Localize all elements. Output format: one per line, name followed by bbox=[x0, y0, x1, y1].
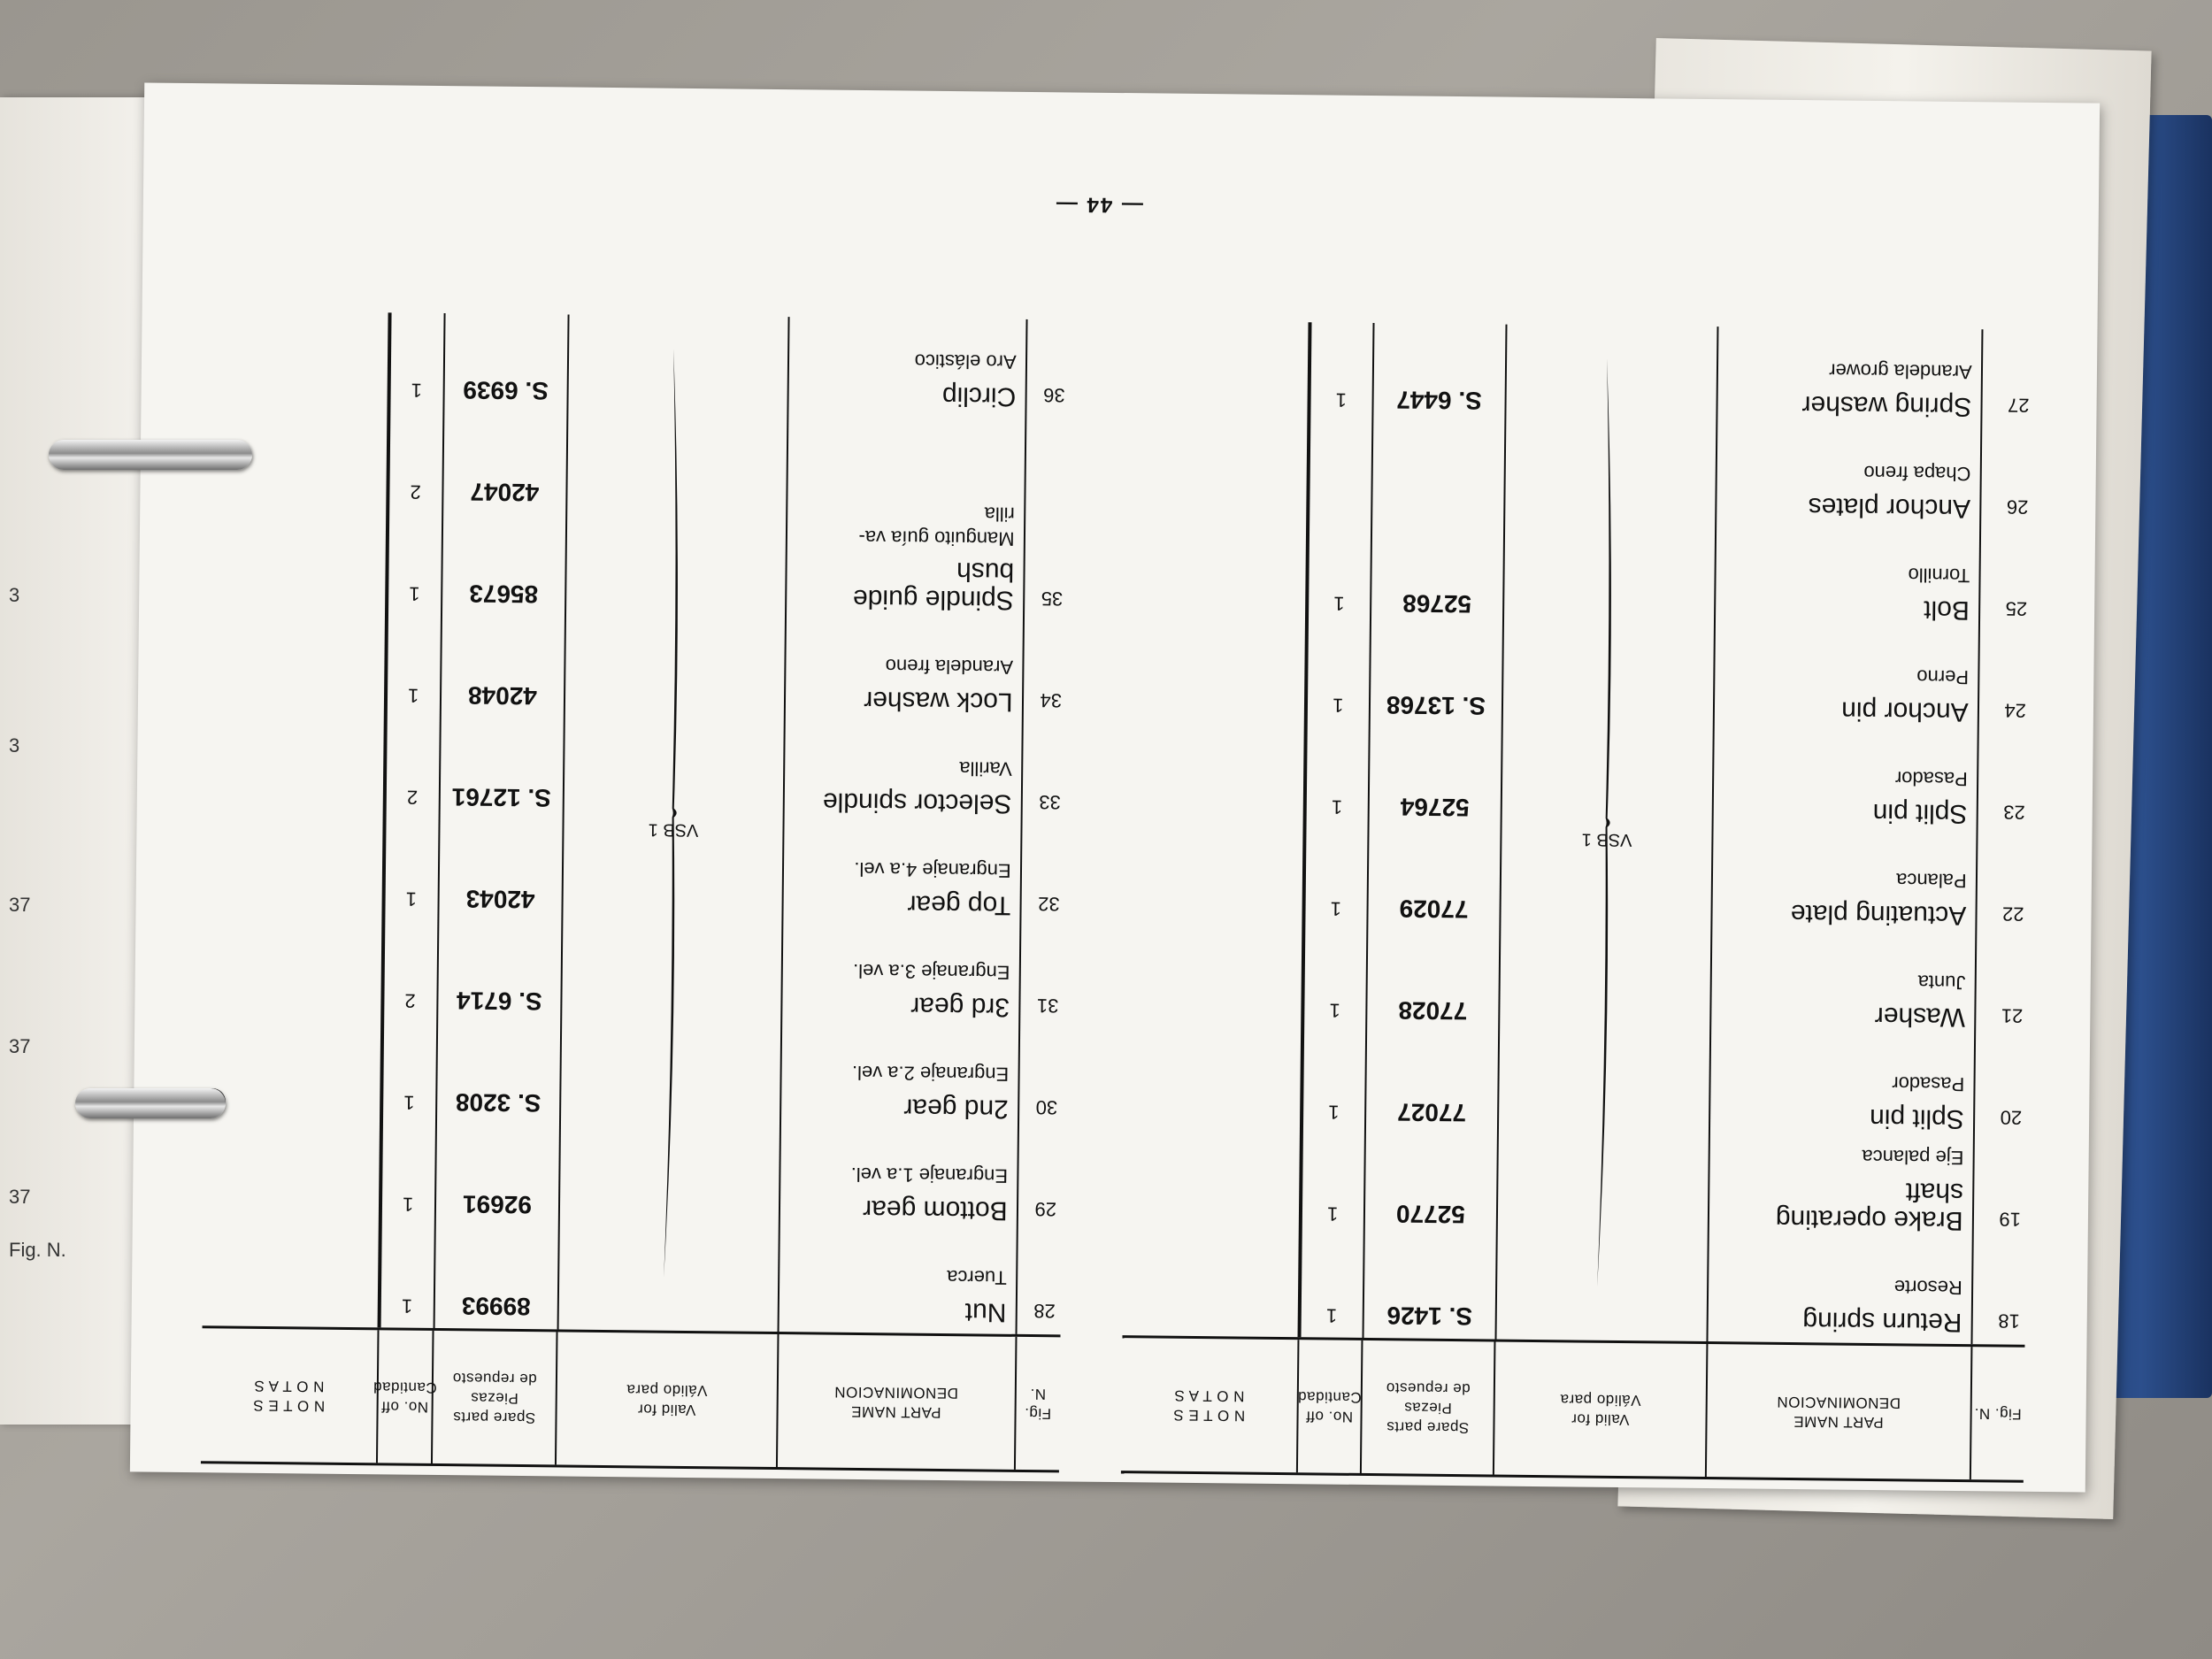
header-valid-for: Valid for Válido para bbox=[555, 1332, 777, 1467]
part-name-es: Eje palanca bbox=[1862, 1145, 1964, 1170]
left-page bbox=[0, 97, 150, 1425]
spare-part-number: S. 12761 bbox=[451, 783, 551, 812]
parts-table-left bbox=[1121, 320, 2036, 1483]
spare-part-number: 42047 bbox=[470, 478, 540, 507]
part-name-es: Tuerca bbox=[947, 1266, 1007, 1289]
part-name: Nut bbox=[964, 1297, 1007, 1327]
part-name-es: Varilla bbox=[959, 757, 1012, 780]
quantity: 1 bbox=[403, 1091, 415, 1114]
header-spare-parts: Spare parts Piezas de repuesto bbox=[431, 1331, 557, 1464]
header-notes: N O T E S N O T A S bbox=[252, 1377, 326, 1415]
spare-part-number: 77028 bbox=[1398, 996, 1468, 1025]
parts-table-right bbox=[201, 311, 1071, 1472]
spare-part-number: S. 13768 bbox=[1386, 691, 1486, 720]
part-name: 3rd gear bbox=[910, 991, 1010, 1022]
part-name-es: Chapa freno bbox=[1863, 461, 1971, 486]
part-name-es: Engranaje 3.a vel. bbox=[852, 959, 1010, 984]
header-valid-for: Valid for Válido para bbox=[1493, 1342, 1706, 1477]
left-page-snippet: 37 bbox=[9, 1186, 31, 1208]
part-name-es: Engranaje 2.a vel. bbox=[851, 1061, 1010, 1086]
header-spare-parts: Spare parts Piezas de repuesto bbox=[1360, 1340, 1494, 1475]
fig-number: 21 bbox=[2001, 1004, 2024, 1027]
valid-for-value: VSB 1 bbox=[648, 819, 699, 841]
part-name: Split pin bbox=[1872, 797, 1968, 829]
left-page-snippet: Fig. N. bbox=[9, 1239, 66, 1261]
table-body bbox=[203, 311, 1071, 1334]
spare-part-number: S. 6714 bbox=[456, 987, 542, 1016]
fig-number: 35 bbox=[1041, 588, 1064, 611]
part-name-es: Manguito guía va- bbox=[858, 526, 1015, 550]
part-name-es-line2: rilla bbox=[984, 503, 1015, 526]
quantity: 1 bbox=[1335, 388, 1348, 411]
fig-number: 26 bbox=[2006, 495, 2029, 518]
part-name-line2: shaft bbox=[1905, 1177, 1964, 1208]
col-notes bbox=[1123, 320, 1309, 1337]
fig-number: 28 bbox=[1033, 1300, 1056, 1323]
spare-part-number: 77029 bbox=[1399, 895, 1469, 924]
part-name: Actuating plate bbox=[1790, 899, 1967, 931]
fig-number: 31 bbox=[1036, 995, 1059, 1018]
part-name-es: Tornillo bbox=[1908, 564, 1970, 588]
part-name-line2: bush bbox=[956, 557, 1015, 587]
fig-number: 18 bbox=[1998, 1310, 2020, 1333]
quantity: 2 bbox=[406, 786, 419, 809]
fig-number: 36 bbox=[1043, 384, 1065, 407]
fig-number: 30 bbox=[1035, 1096, 1058, 1119]
fig-number: 19 bbox=[1999, 1208, 2022, 1231]
quantity: 2 bbox=[404, 989, 416, 1012]
fig-number: 25 bbox=[2005, 597, 2028, 620]
left-page-snippet: 3 bbox=[9, 734, 20, 757]
left-page-snippet: 37 bbox=[9, 1035, 31, 1057]
part-name-es: Pasador bbox=[1894, 767, 1968, 791]
table-body bbox=[1123, 320, 2036, 1345]
quantity: 1 bbox=[1328, 1101, 1340, 1124]
header-fig: Fig. N. bbox=[1969, 1347, 2024, 1480]
col-valid-for bbox=[1495, 325, 1717, 1341]
quantity bbox=[1310, 512, 1371, 513]
spare-part-number: S. 6447 bbox=[1396, 386, 1482, 415]
part-name-es: Aro elástico bbox=[914, 349, 1017, 373]
fig-number: 29 bbox=[1034, 1198, 1057, 1221]
col-fig bbox=[1970, 329, 2035, 1345]
part-name-es: Arandela freno bbox=[885, 655, 1014, 679]
part-name-es: Resorte bbox=[1893, 1276, 1962, 1300]
header-qty: No. off Cantidad bbox=[1296, 1340, 1362, 1473]
brace-mark bbox=[660, 349, 687, 1278]
col-part-name bbox=[1707, 326, 1981, 1344]
header-part-name: PART NAME DENOMINACION bbox=[775, 1334, 1015, 1470]
col-qty bbox=[1297, 322, 1372, 1338]
part-name: Anchor plates bbox=[1808, 492, 1971, 524]
spare-part-number bbox=[1372, 515, 1503, 517]
binder-ring bbox=[49, 440, 252, 470]
col-spare-parts bbox=[433, 313, 567, 1329]
spare-part-number: 42043 bbox=[465, 885, 535, 914]
spare-part-number: 89993 bbox=[461, 1292, 531, 1321]
fig-number: 22 bbox=[2001, 902, 2024, 926]
header-part-name: PART NAME DENOMINACION bbox=[1705, 1344, 1970, 1479]
fig-number: 24 bbox=[2004, 699, 2027, 722]
table-header bbox=[1121, 1335, 2025, 1480]
spare-part-number: 92691 bbox=[462, 1190, 533, 1219]
quantity: 1 bbox=[1330, 897, 1342, 920]
quantity: 1 bbox=[1333, 592, 1345, 615]
part-name: Circlip bbox=[941, 380, 1017, 411]
spare-part-number: 52764 bbox=[1400, 793, 1470, 822]
col-qty bbox=[377, 312, 443, 1328]
part-name: Split pin bbox=[1869, 1102, 1965, 1134]
header-notes: N O T E S N O T A S bbox=[1172, 1386, 1246, 1425]
part-name: Return spring bbox=[1802, 1306, 1962, 1338]
quantity: 1 bbox=[1326, 1202, 1339, 1225]
part-name: Selector spindle bbox=[822, 787, 1012, 818]
fig-number: 34 bbox=[1040, 689, 1063, 712]
part-name-es: Engranaje 4.a vel. bbox=[854, 857, 1011, 882]
col-valid-for bbox=[557, 314, 788, 1332]
header-fig: Fig. N. bbox=[1013, 1337, 1060, 1471]
spare-part-number: 42048 bbox=[467, 681, 538, 710]
spare-part-number: S. 6939 bbox=[463, 376, 549, 405]
quantity: 1 bbox=[405, 887, 418, 910]
quantity: 2 bbox=[410, 480, 421, 503]
table-header bbox=[201, 1325, 1061, 1470]
brace-mark bbox=[1594, 358, 1621, 1287]
quantity: 1 bbox=[1325, 1304, 1338, 1327]
part-name: Top gear bbox=[907, 889, 1011, 920]
part-name-es: Junta bbox=[1917, 971, 1966, 995]
spare-part-number: 77027 bbox=[1397, 1098, 1467, 1127]
part-name-es: Arandela grower bbox=[1829, 359, 1972, 384]
part-name: Washer bbox=[1874, 1002, 1966, 1033]
quantity: 1 bbox=[1331, 795, 1343, 818]
part-name: Anchor pin bbox=[1841, 695, 1969, 727]
part-name-es: Pasador bbox=[1892, 1072, 1965, 1096]
valid-for-value: VSB 1 bbox=[1581, 829, 1632, 850]
fig-number: 20 bbox=[2000, 1106, 2023, 1129]
col-part-name bbox=[778, 317, 1026, 1334]
quantity: 1 bbox=[411, 379, 423, 402]
part-name-es: Palanca bbox=[1896, 869, 1967, 893]
fig-number: 27 bbox=[2007, 394, 2030, 417]
part-name: Bottom gear bbox=[863, 1194, 1008, 1225]
binder-ring bbox=[75, 1088, 226, 1118]
quantity: 1 bbox=[401, 1294, 413, 1317]
spare-part-number: 52770 bbox=[1395, 1200, 1466, 1229]
spare-part-number: 85673 bbox=[469, 580, 539, 609]
quantity: 1 bbox=[1332, 694, 1344, 717]
left-page-snippet: 37 bbox=[9, 894, 31, 916]
part-name: Lock washer bbox=[864, 686, 1013, 717]
col-spare-parts bbox=[1362, 323, 1505, 1340]
part-name: 2nd gear bbox=[903, 1093, 1009, 1124]
header-qty: No. off Cantidad bbox=[376, 1330, 433, 1463]
quantity: 1 bbox=[409, 582, 420, 605]
left-page-snippet: 3 bbox=[9, 584, 20, 606]
part-name: Bolt bbox=[1923, 595, 1970, 626]
part-name: Spring washer bbox=[1801, 390, 1972, 422]
fig-number: 32 bbox=[1038, 893, 1060, 916]
part-name: Brake operating bbox=[1775, 1203, 1963, 1236]
catalog-page bbox=[130, 82, 2100, 1492]
quantity: 1 bbox=[407, 684, 419, 707]
part-name-es: Engranaje 1.a vel. bbox=[850, 1163, 1009, 1187]
fig-number: 23 bbox=[2003, 801, 2025, 824]
page-number: — 44 — bbox=[1054, 192, 1144, 218]
spare-part-number: 52768 bbox=[1402, 589, 1472, 618]
quantity: 1 bbox=[402, 1193, 414, 1216]
part-name: Spindle guide bbox=[852, 583, 1015, 615]
spare-part-number: S. 3208 bbox=[455, 1088, 541, 1118]
fig-number: 33 bbox=[1039, 791, 1061, 814]
part-name-es: Perno bbox=[1916, 665, 1970, 689]
spare-part-number: S. 1426 bbox=[1386, 1302, 1473, 1331]
parts-sheet bbox=[201, 154, 2037, 1482]
quantity: 1 bbox=[1329, 999, 1340, 1022]
